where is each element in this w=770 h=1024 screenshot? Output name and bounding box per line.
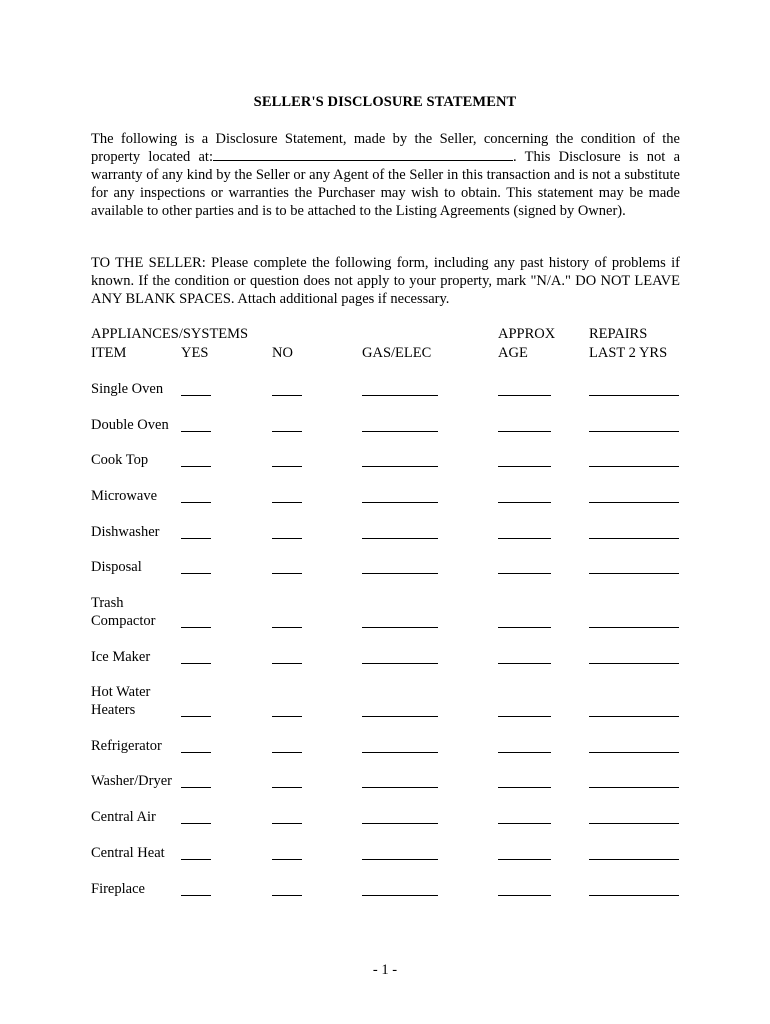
item-label-line1: Single Oven — [91, 381, 164, 397]
approx-age-blank[interactable] — [498, 573, 551, 574]
gas-elec-blank[interactable] — [362, 859, 438, 860]
no-blank[interactable] — [272, 752, 302, 753]
gas-elec-blank[interactable] — [362, 663, 438, 664]
yes-blank[interactable] — [181, 663, 211, 664]
repairs-last-2-yrs-blank[interactable] — [589, 502, 679, 503]
yes-blank[interactable] — [181, 859, 211, 860]
yes-blank[interactable] — [181, 752, 211, 753]
item-label-line1: Refrigerator — [91, 738, 162, 754]
intro-text-end: . This Disclosure is not a warranty of any kind by the Seller or any Agent of the Seller in this transaction and is not a substitute for any inspections or warranties the Purchaser may wish to obtain. This statement may be made available to other parties and is to be attached to the Listing Agreements (signed by Owner). — [91, 149, 681, 219]
no-blank[interactable] — [272, 431, 302, 432]
approx-age-blank[interactable] — [498, 395, 551, 396]
approx-age-blank[interactable] — [498, 716, 551, 717]
item-label-line1: Cook Top — [91, 452, 149, 468]
repairs-last-2-yrs-blank[interactable] — [589, 823, 679, 824]
gas-elec-blank[interactable] — [362, 787, 438, 788]
yes-blank[interactable] — [181, 466, 211, 467]
approx-column-header: APPROX — [498, 326, 556, 342]
approx-age-blank[interactable] — [498, 627, 551, 628]
yes-column-header: YES — [181, 345, 209, 361]
gas-elec-blank[interactable] — [362, 895, 438, 896]
gas-elec-blank[interactable] — [362, 573, 438, 574]
yes-blank[interactable] — [181, 823, 211, 824]
approx-age-blank[interactable] — [498, 538, 551, 539]
item-label-line2: Heaters — [91, 702, 136, 718]
page-number: - 1 - — [372, 962, 398, 978]
yes-blank[interactable] — [181, 395, 211, 396]
approx-age-blank[interactable] — [498, 787, 551, 788]
no-blank[interactable] — [272, 502, 302, 503]
item-label-line1: Hot Water — [91, 684, 151, 700]
item-label-line1: Central Air — [91, 809, 156, 825]
item-column-header: ITEM — [91, 345, 127, 361]
repairs-last-2-yrs-blank[interactable] — [589, 627, 679, 628]
approx-age-blank[interactable] — [498, 823, 551, 824]
item-label-line1: Ice Maker — [91, 649, 151, 665]
repairs-last-2-yrs-blank[interactable] — [589, 895, 679, 896]
no-blank[interactable] — [272, 538, 302, 539]
repairs-last-2-yrs-blank[interactable] — [589, 573, 679, 574]
gas-elec-blank[interactable] — [362, 823, 438, 824]
no-blank[interactable] — [272, 573, 302, 574]
approx-age-blank[interactable] — [498, 895, 551, 896]
yes-blank[interactable] — [181, 538, 211, 539]
item-label-line1: Fireplace — [91, 881, 145, 897]
gas-elec-blank[interactable] — [362, 502, 438, 503]
section-heading: APPLIANCES/SYSTEMS — [91, 326, 249, 342]
approx-age-blank[interactable] — [498, 859, 551, 860]
item-label-line1: Dishwasher — [91, 524, 160, 540]
repairs-last-2-yrs-blank[interactable] — [589, 538, 679, 539]
property-address-blank[interactable] — [213, 148, 513, 161]
repairs-last-2-yrs-blank[interactable] — [589, 431, 679, 432]
item-label-line1: Microwave — [91, 488, 158, 504]
item-label-line1: Washer/Dryer — [91, 773, 172, 789]
repairs-last-2-yrs-blank[interactable] — [589, 663, 679, 664]
no-blank[interactable] — [272, 823, 302, 824]
no-blank[interactable] — [272, 787, 302, 788]
gas-elec-blank[interactable] — [362, 752, 438, 753]
yes-blank[interactable] — [181, 627, 211, 628]
instructions-paragraph: TO THE SELLER: Please complete the following form, including any past history of problems if known. If the condition or question does not apply to your property, mark "N/A." DO NOT LEAVE ANY BLANK SPACES. Attach additional pages if necessary. — [91, 255, 680, 307]
item-label-line1: Central Heat — [91, 845, 165, 861]
item-label — [91, 683, 211, 719]
gas-elec-blank[interactable] — [362, 431, 438, 432]
yes-blank[interactable] — [181, 502, 211, 503]
item-label — [91, 594, 211, 630]
repairs-last-2-yrs-blank[interactable] — [589, 752, 679, 753]
gas-elec-blank[interactable] — [362, 395, 438, 396]
document-title: SELLER'S DISCLOSURE STATEMENT — [253, 94, 517, 110]
approx-age-blank[interactable] — [498, 431, 551, 432]
yes-blank[interactable] — [181, 573, 211, 574]
approx-age-blank[interactable] — [498, 502, 551, 503]
no-blank[interactable] — [272, 859, 302, 860]
item-label-line2: Compactor — [91, 613, 156, 629]
item-label-line1: Disposal — [91, 559, 142, 575]
gas-elec-blank[interactable] — [362, 627, 438, 628]
yes-blank[interactable] — [181, 895, 211, 896]
item-label-line1: Trash — [91, 595, 124, 611]
no-blank[interactable] — [272, 716, 302, 717]
item-label-line1: Double Oven — [91, 417, 169, 433]
repairs-column-header: REPAIRS — [589, 326, 648, 342]
yes-blank[interactable] — [181, 787, 211, 788]
last-2-yrs-column-header: LAST 2 YRS — [589, 345, 668, 361]
repairs-last-2-yrs-blank[interactable] — [589, 466, 679, 467]
age-column-header: AGE — [498, 345, 528, 361]
no-blank[interactable] — [272, 466, 302, 467]
gas-elec-blank[interactable] — [362, 466, 438, 467]
no-blank[interactable] — [272, 663, 302, 664]
no-blank[interactable] — [272, 395, 302, 396]
repairs-last-2-yrs-blank[interactable] — [589, 716, 679, 717]
yes-blank[interactable] — [181, 431, 211, 432]
no-blank[interactable] — [272, 895, 302, 896]
intro-text-start: The following is a Disclosure Statement, made by the Seller, concerning the condition of the property located at: — [91, 131, 680, 165]
approx-age-blank[interactable] — [498, 752, 551, 753]
no-blank[interactable] — [272, 627, 302, 628]
approx-age-blank[interactable] — [498, 663, 551, 664]
yes-blank[interactable] — [181, 716, 211, 717]
approx-age-blank[interactable] — [498, 466, 551, 467]
repairs-last-2-yrs-blank[interactable] — [589, 859, 679, 860]
repairs-last-2-yrs-blank[interactable] — [589, 787, 679, 788]
gas-elec-blank[interactable] — [362, 538, 438, 539]
gas-elec-blank[interactable] — [362, 716, 438, 717]
gas-elec-column-header: GAS/ELEC — [362, 345, 432, 361]
no-column-header: NO — [272, 345, 293, 361]
intro-paragraph — [91, 130, 680, 220]
repairs-last-2-yrs-blank[interactable] — [589, 395, 679, 396]
